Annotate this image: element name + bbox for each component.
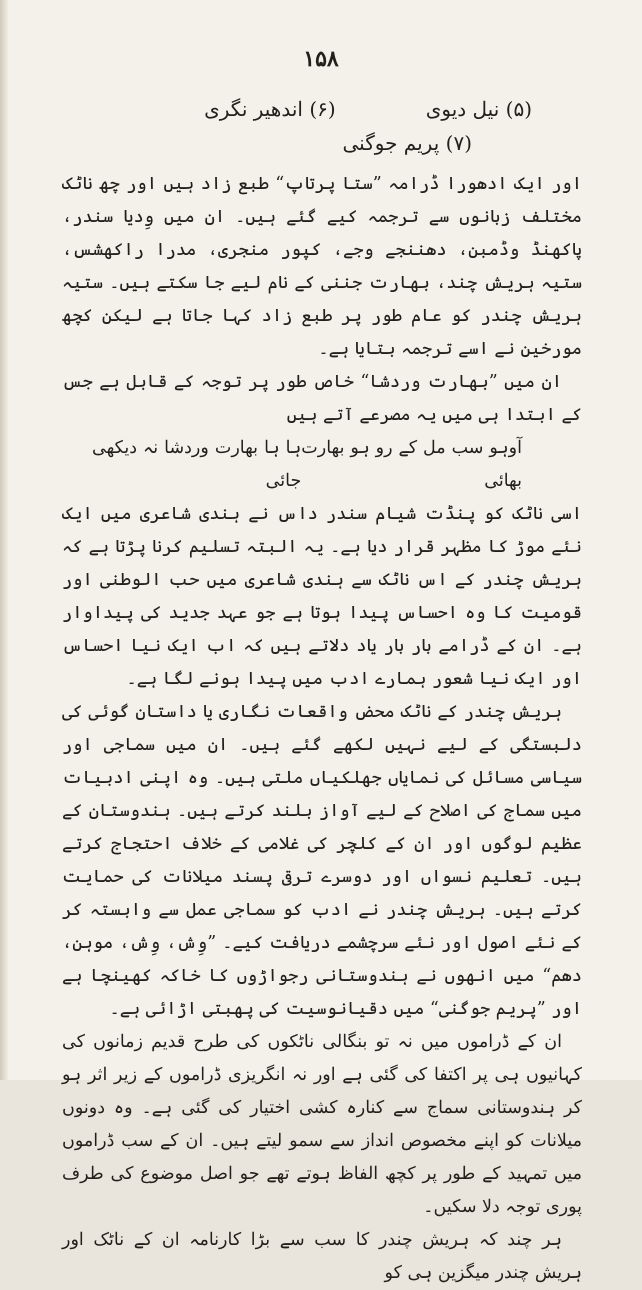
page-number: ۱۵۸ (303, 46, 339, 72)
paragraph: ہریش چندر کے ناٹک محض واقعات نگاری یا داستان گوئی کی دلبستگی کے لیے نہیں لکھے گئے ہیں۔ ان میں سماجی اور سیاسی مسائل کی نمایاں جھلکیاں ملتی ہیں۔ وہ اپنی ادبیات میں سماج کی اصلاح کے لیے آواز بلند کرتے ہیں۔ ہندوستان کے عظیم لوگوں اور ان کے کلچر کی غلامی کے خلاف احتجاج کرتے ہیں۔ تعلیم نسواں اور دوسرے ترقی پسند میلانات کی حمایت کرتے ہیں۔ ہریش چندر نے ادب کو سماجی عمل سے وابستہ کر کے نئے اصول اور نئے سرچشمے دریافت کیے۔ ”وِش، وِش، موہن، دھم“ میں انھوں نے ہندوستانی رجواڑوں کا خاکہ کھینچا ہے اور ”پریم جوگنی“ میں دقیانوسیت کی پھبتی اڑائی ہے۔ (62, 702, 582, 1019)
heading-row (120, 126, 472, 160)
paragraph: ان کے ڈراموں میں نہ تو بنگالی ناٹکوں کی طرح قدیم زمانوں کی کہانیوں ہی پر اکتفا کی گئی ہے اور نہ انگریزی ڈراموں کے زیر اثر ہو کر ہندوستانی سماج سے کنارہ کشی اختیار کی گئی ہے۔ وہ دونوں میلانات کو اپنے مخصوص انداز سے سمو لیتے ہیں۔ ان کے سب ڈراموں میں تمہید کے طور پر کچھ الفاظ ہوتے تھے جو اصل موضوع کی طرف پوری توجہ دلا سکیں۔ (62, 1032, 582, 1217)
paragraph: اسی ناٹک کو پنڈت شیام سندر داس نے ہندی شاعری میں ایک نئے موڑ کا مظہر قرار دیا ہے۔ یہ البتہ تسلیم کرنا پڑتا ہے کہ ہریش چندر کے اس ناٹک سے ہندی شاعری میں حب الوطنی اور قومیت کا وہ احساس پیدا ہوتا ہے جو عہد جدید کی پیداوار ہے۔ ان کے ڈرامے بار بار یاد دلاتے ہیں کہ اب ایک نیا احساس اور ایک نیا شعور ہمارے ادب میں پیدا ہونے لگا ہے۔ (62, 504, 582, 689)
heading-item-5: (۵) نیل دیوی (425, 97, 532, 121)
verse-line: آوہو سب مل کے رو ہو بھارت بھائی (301, 438, 522, 491)
verse-line: ہا ہا بھارت وردشا نہ دیکھی جائی (92, 438, 302, 491)
play-list-headings (120, 92, 532, 160)
paragraph: ہر چند کہ ہریش چندر کا سب سے بڑا کارنامہ ان کے ناٹک اور ہریش چندر میگزین ہی کو (62, 1230, 582, 1283)
page-binding-edge (0, 0, 8, 1080)
body-text (62, 168, 582, 1290)
verse-couplet (62, 432, 582, 498)
paragraph: اور ایک ادھورا ڈرامہ ”ستا پرتاپ“ طبع زاد ہیں اور چھ ناٹک مختلف زبانوں سے ترجمہ کیے گئے ہیں۔ ان میں وِدیا سندر، پاکھنڈ وڈمبن، دھننجے وجے، کپور منجری، مدرا راکھشس، ستیہ ہریش چند، بھارت جننی کے نام لیے جا سکتے ہیں۔ ستیہ ہریش چندر کو عام طور پر طبع زاد کہا جاتا ہے لیکن کچھ مورخین نے اسے ترجمہ بتایا ہے۔ (62, 174, 582, 359)
heading-item-6: (۶) اندھیر نگری (204, 97, 336, 121)
heading-item-7: (۷) پریم جوگنی (342, 131, 472, 155)
heading-row (120, 92, 532, 126)
paragraph: ان میں ”بھارت وردشا“ خاص طور پر توجہ کے قابل ہے جس کے ابتدا ہی میں یہ مصرعے آتے ہیں (62, 372, 582, 425)
